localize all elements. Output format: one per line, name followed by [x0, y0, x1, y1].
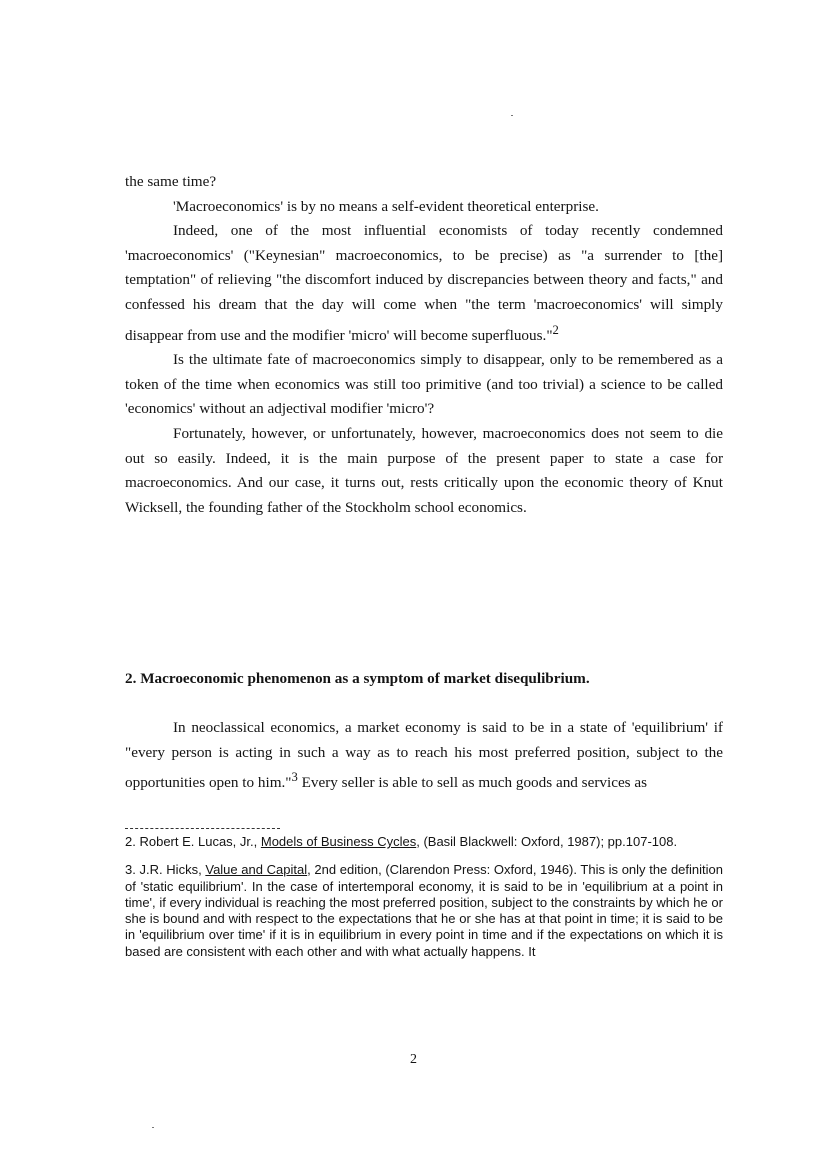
- footnote-mark: 3: [291, 770, 298, 785]
- footnote-text: , 2nd edition, (Clarendon Press: Oxford, 1946). This is only the definition of 'static equilibrium'. In the case of intertemporal economy, it is said to be in 'equilibrium at a point in time', if every individual is reaching the most preferred position, subject to the constraints by which he or she is bound and with respect to the expectations that he or she has at that point in time; it is said to be in 'equilibrium over time' if it is in equilibrium in every point in time and if the expectations on which it is based are consistent with each other and with what actually happens. It: [125, 862, 723, 959]
- footnote-author: Robert E. Lucas, Jr.,: [139, 834, 258, 849]
- footnote-text: , (Basil Blackwell: Oxford, 1987); pp.107-108.: [416, 834, 678, 849]
- footnote-number: 3.: [125, 862, 136, 878]
- paragraph-text-continued: Every seller is able to sell as much goods and services as: [297, 774, 648, 792]
- section-heading: 2. Macroeconomic phenomenon as a symptom of market disequlibrium.: [125, 670, 590, 687]
- footnote-mark: 2: [552, 322, 559, 337]
- paragraph: Fortunately, however, or unfortunately, however, macroeconomics does not seem to die out so easily. Indeed, it is the main purpose of the present paper to state a case for macroeconomics. And our case, it turns out, rests critically upon the economic theory of Knut Wicksell, the founding father of the Stockholm school economics.: [125, 425, 723, 516]
- paragraph: Is the ultimate fate of macroeconomics simply to disappear, only to be remembered as a token of the time when economics was still too primitive (and too trivial) a science to be called 'economics' without an adjectival modifier 'micro'?: [125, 351, 723, 418]
- footnote-separator: [125, 828, 280, 829]
- footnote-3: [125, 862, 723, 960]
- scan-speck: [511, 115, 513, 116]
- footnote-title: Models of Business Cycles: [260, 834, 417, 849]
- body-text: [125, 170, 723, 520]
- scan-speck: [152, 1127, 154, 1128]
- paragraph-text: Indeed, one of the most influential economists of today recently condemned 'macroeconomics' ("Keynesian" macroeconomics, to be precise) as "a surrender to [the] temptation" of relieving "the discomfort induced by discrepancies between theory and facts," and confessed his dream that the day will come when "the term 'macroeconomics' will simply disappear from use and the modifier 'micro' will become superfluous.": [125, 222, 723, 344]
- footnote-title: Value and Capital: [205, 862, 308, 878]
- paragraph-continuation: the same time?: [125, 173, 217, 190]
- page-number: 2: [410, 1052, 417, 1067]
- paragraph: [125, 219, 723, 348]
- footnotes: [125, 834, 723, 972]
- footnote-author: J.R. Hicks,: [139, 862, 202, 878]
- footnote-number: 2.: [125, 834, 136, 849]
- paragraph: 'Macroeconomics' is by no means a self-evident theoretical enterprise.: [173, 197, 599, 215]
- section-paragraph: [125, 716, 723, 796]
- paragraph-text: In neoclassical economics, a market economy is said to be in a state of 'equilibrium' if "every person is acting in such a way as to reach his most preferred position, subject to the opportunities open to him.": [125, 719, 723, 792]
- footnote-2: [125, 834, 723, 850]
